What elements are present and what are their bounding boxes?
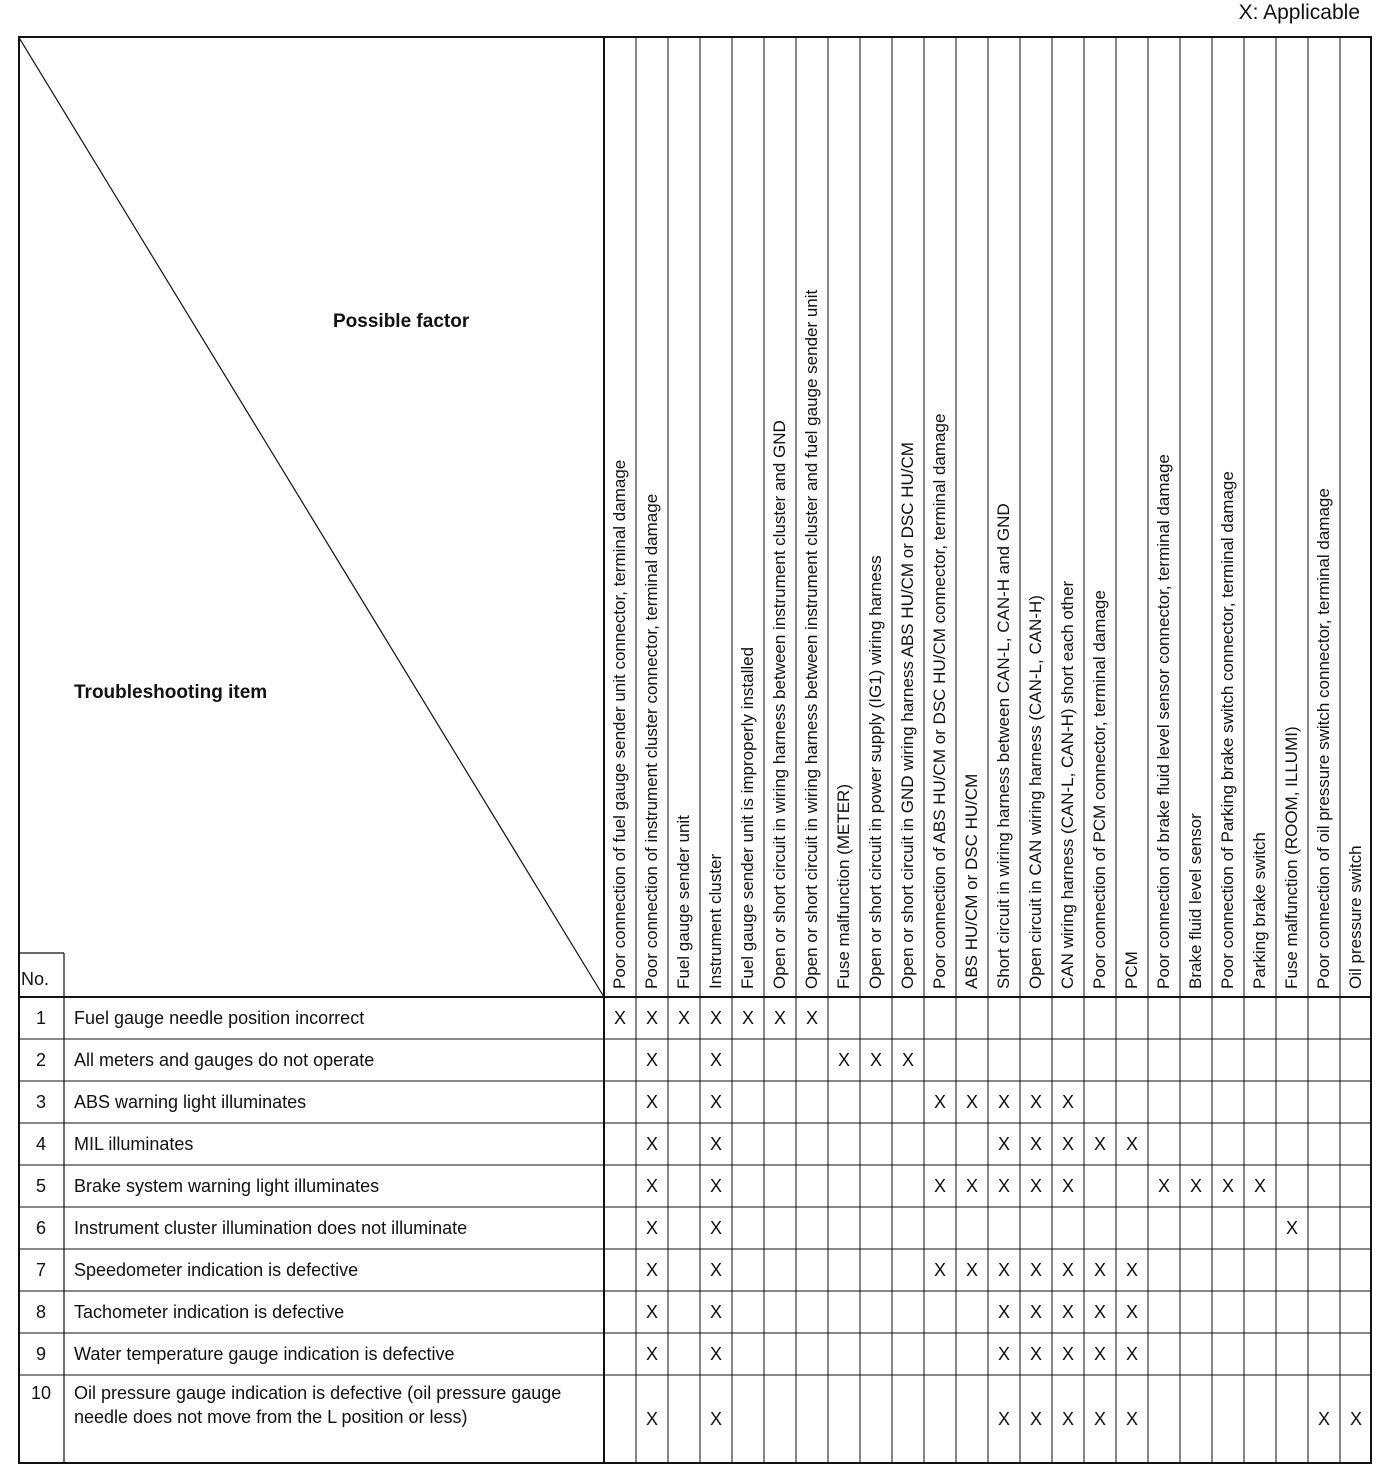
applicable-mark: X xyxy=(645,1176,658,1196)
applicable-mark: X xyxy=(1029,1302,1042,1322)
applicable-mark: X xyxy=(709,1092,722,1112)
applicable-mark: X xyxy=(1061,1134,1074,1154)
applicable-mark: X xyxy=(965,1260,978,1280)
applicable-mark: X xyxy=(1029,1176,1042,1196)
applicable-mark: X xyxy=(1093,1260,1106,1280)
applicable-mark: X xyxy=(709,1218,722,1238)
troubleshooting-item: Speedometer indication is defective xyxy=(74,1260,359,1280)
applicable-mark: X xyxy=(1061,1344,1074,1364)
applicable-mark: X xyxy=(869,1050,882,1070)
row-number: 3 xyxy=(35,1092,46,1112)
row-number: 6 xyxy=(35,1218,46,1238)
applicable-mark: X xyxy=(997,1134,1010,1154)
factor-column-label: Parking brake switch xyxy=(1250,832,1269,989)
troubleshooting-item: MIL illuminates xyxy=(74,1134,194,1154)
applicable-mark: X xyxy=(1093,1302,1106,1322)
troubleshooting-item: All meters and gauges do not operate xyxy=(74,1050,375,1070)
troubleshooting-matrix xyxy=(18,36,1372,1464)
factor-column-label: Open or short circuit in wiring harness between instrument cluster and GND xyxy=(770,420,789,989)
applicable-mark: X xyxy=(1093,1134,1106,1154)
applicable-mark: X xyxy=(1285,1218,1298,1238)
applicable-mark: X xyxy=(1093,1344,1106,1364)
number-column-heading: No. xyxy=(21,969,50,989)
row-number: 8 xyxy=(35,1302,46,1322)
applicable-mark: X xyxy=(709,1050,722,1070)
applicable-mark: X xyxy=(997,1092,1010,1112)
factor-column-label: Poor connection of instrument cluster connector, terminal damage xyxy=(642,493,661,989)
header-diagonal xyxy=(18,36,604,997)
factor-column-label: CAN wiring harness (CAN-L, CAN-H) short each other xyxy=(1058,580,1077,989)
applicable-mark: X xyxy=(645,1008,658,1028)
applicable-mark: X xyxy=(709,1302,722,1322)
factor-column-label: Open or short circuit in GND wiring harness ABS HU/CM or DSC HU/CM xyxy=(898,442,917,989)
applicable-mark: X xyxy=(645,1050,658,1070)
troubleshooting-item: Fuel gauge needle position incorrect xyxy=(74,1008,365,1028)
applicable-mark: X xyxy=(1125,1134,1138,1154)
troubleshooting-item: ABS warning light illuminates xyxy=(74,1092,307,1112)
applicable-mark: X xyxy=(1157,1176,1170,1196)
factor-column-label: Open circuit in CAN wiring harness (CAN-L, CAN-H) xyxy=(1026,595,1045,989)
applicable-mark: X xyxy=(965,1176,978,1196)
possible-factor-heading: Possible factor xyxy=(333,311,470,332)
applicable-mark: X xyxy=(1125,1344,1138,1364)
applicable-mark: X xyxy=(1125,1302,1138,1322)
factor-column-label: Fuse malfunction (ROOM, ILLUMI) xyxy=(1282,726,1301,989)
applicable-mark: X xyxy=(1317,1409,1330,1429)
applicable-mark: X xyxy=(677,1008,690,1028)
applicable-mark: X xyxy=(1061,1302,1074,1322)
applicable-mark: X xyxy=(997,1176,1010,1196)
applicable-mark: X xyxy=(1061,1409,1074,1429)
applicable-mark: X xyxy=(933,1092,946,1112)
applicable-mark: X xyxy=(1029,1092,1042,1112)
troubleshooting-item: Brake system warning light illuminates xyxy=(74,1176,380,1196)
row-number: 9 xyxy=(35,1344,46,1364)
factor-column-label: Poor connection of ABS HU/CM or DSC HU/CM connector, terminal damage xyxy=(930,413,949,989)
troubleshooting-item: Tachometer indication is defective xyxy=(74,1302,345,1322)
row-number: 7 xyxy=(35,1260,46,1280)
applicable-mark: X xyxy=(645,1218,658,1238)
troubleshooting-item-heading: Troubleshooting item xyxy=(74,682,268,703)
applicable-mark: X xyxy=(741,1008,754,1028)
applicable-mark: X xyxy=(997,1302,1010,1322)
troubleshooting-item: Oil pressure gauge indication is defective (oil pressure gauge needle does not move from the L position or less) xyxy=(74,1383,562,1427)
row-number: 5 xyxy=(35,1176,46,1196)
applicable-mark: X xyxy=(645,1260,658,1280)
applicable-mark: X xyxy=(709,1260,722,1280)
row-number: 2 xyxy=(35,1050,46,1070)
troubleshooting-item: Water temperature gauge indication is defective xyxy=(74,1344,455,1364)
row-number: 1 xyxy=(35,1008,46,1028)
factor-column-label: PCM xyxy=(1122,951,1141,989)
applicable-mark: X xyxy=(709,1134,722,1154)
applicable-mark: X xyxy=(1029,1409,1042,1429)
applicable-mark: X xyxy=(1349,1409,1362,1429)
factor-column-label: Instrument cluster xyxy=(706,853,725,989)
factor-column-label: Poor connection of brake fluid level sensor connector, terminal damage xyxy=(1154,454,1173,989)
applicable-mark: X xyxy=(1061,1260,1074,1280)
applicable-mark: X xyxy=(1221,1176,1234,1196)
applicable-mark: X xyxy=(645,1092,658,1112)
applicable-mark: X xyxy=(1029,1344,1042,1364)
applicable-mark: X xyxy=(837,1050,850,1070)
applicable-mark: X xyxy=(645,1344,658,1364)
troubleshooting-item: Instrument cluster illumination does not illuminate xyxy=(74,1218,468,1238)
factor-column-label: Open or short circuit in power supply (IG1) wiring harness xyxy=(866,555,885,989)
applicable-mark: X xyxy=(997,1260,1010,1280)
applicable-mark: X xyxy=(1093,1409,1106,1429)
applicable-mark: X xyxy=(901,1050,914,1070)
factor-column-label: Fuel gauge sender unit xyxy=(674,815,693,989)
factor-column-label: Poor connection of fuel gauge sender unit connector, terminal damage xyxy=(610,459,629,989)
applicable-mark: X xyxy=(645,1409,658,1429)
applicable-mark: X xyxy=(1125,1260,1138,1280)
applicable-mark: X xyxy=(1253,1176,1266,1196)
factor-column-label: Short circuit in wiring harness between CAN-L, CAN-H and GND xyxy=(994,503,1013,989)
applicable-mark: X xyxy=(1061,1092,1074,1112)
row-number: 4 xyxy=(35,1134,46,1154)
applicable-mark: X xyxy=(709,1409,722,1429)
applicable-mark: X xyxy=(1029,1134,1042,1154)
applicable-mark: X xyxy=(709,1176,722,1196)
factor-column-label: Poor connection of Parking brake switch connector, terminal damage xyxy=(1218,471,1237,989)
applicable-mark: X xyxy=(773,1008,786,1028)
factor-column-label: Fuel gauge sender unit is improperly installed xyxy=(738,646,757,989)
applicable-mark: X xyxy=(645,1302,658,1322)
applicable-mark: X xyxy=(709,1344,722,1364)
applicable-mark: X xyxy=(805,1008,818,1028)
applicable-mark: X xyxy=(997,1344,1010,1364)
applicable-mark: X xyxy=(1189,1176,1202,1196)
applicable-mark: X xyxy=(1061,1176,1074,1196)
applicable-mark: X xyxy=(997,1409,1010,1429)
factor-column-label: Oil pressure switch xyxy=(1346,845,1365,989)
applicable-mark: X xyxy=(933,1176,946,1196)
factor-column-label: ABS HU/CM or DSC HU/CM xyxy=(962,773,981,989)
factor-column-label: Brake fluid level sensor xyxy=(1186,813,1205,989)
legend-applicable: X: Applicable xyxy=(1238,1,1360,24)
applicable-mark: X xyxy=(709,1008,722,1028)
factor-column-label: Fuse malfunction (METER) xyxy=(834,784,853,989)
row-number: 10 xyxy=(30,1383,52,1403)
applicable-mark: X xyxy=(1125,1409,1138,1429)
applicable-mark: X xyxy=(933,1260,946,1280)
factor-column-label: Poor connection of oil pressure switch connector, terminal damage xyxy=(1314,488,1333,989)
factor-column-label: Poor connection of PCM connector, terminal damage xyxy=(1090,590,1109,989)
factor-column-label: Open or short circuit in wiring harness between instrument cluster and fuel gauge sender unit xyxy=(802,289,821,989)
applicable-mark: X xyxy=(965,1092,978,1112)
applicable-mark: X xyxy=(645,1134,658,1154)
applicable-mark: X xyxy=(1029,1260,1042,1280)
applicable-mark: X xyxy=(613,1008,626,1028)
